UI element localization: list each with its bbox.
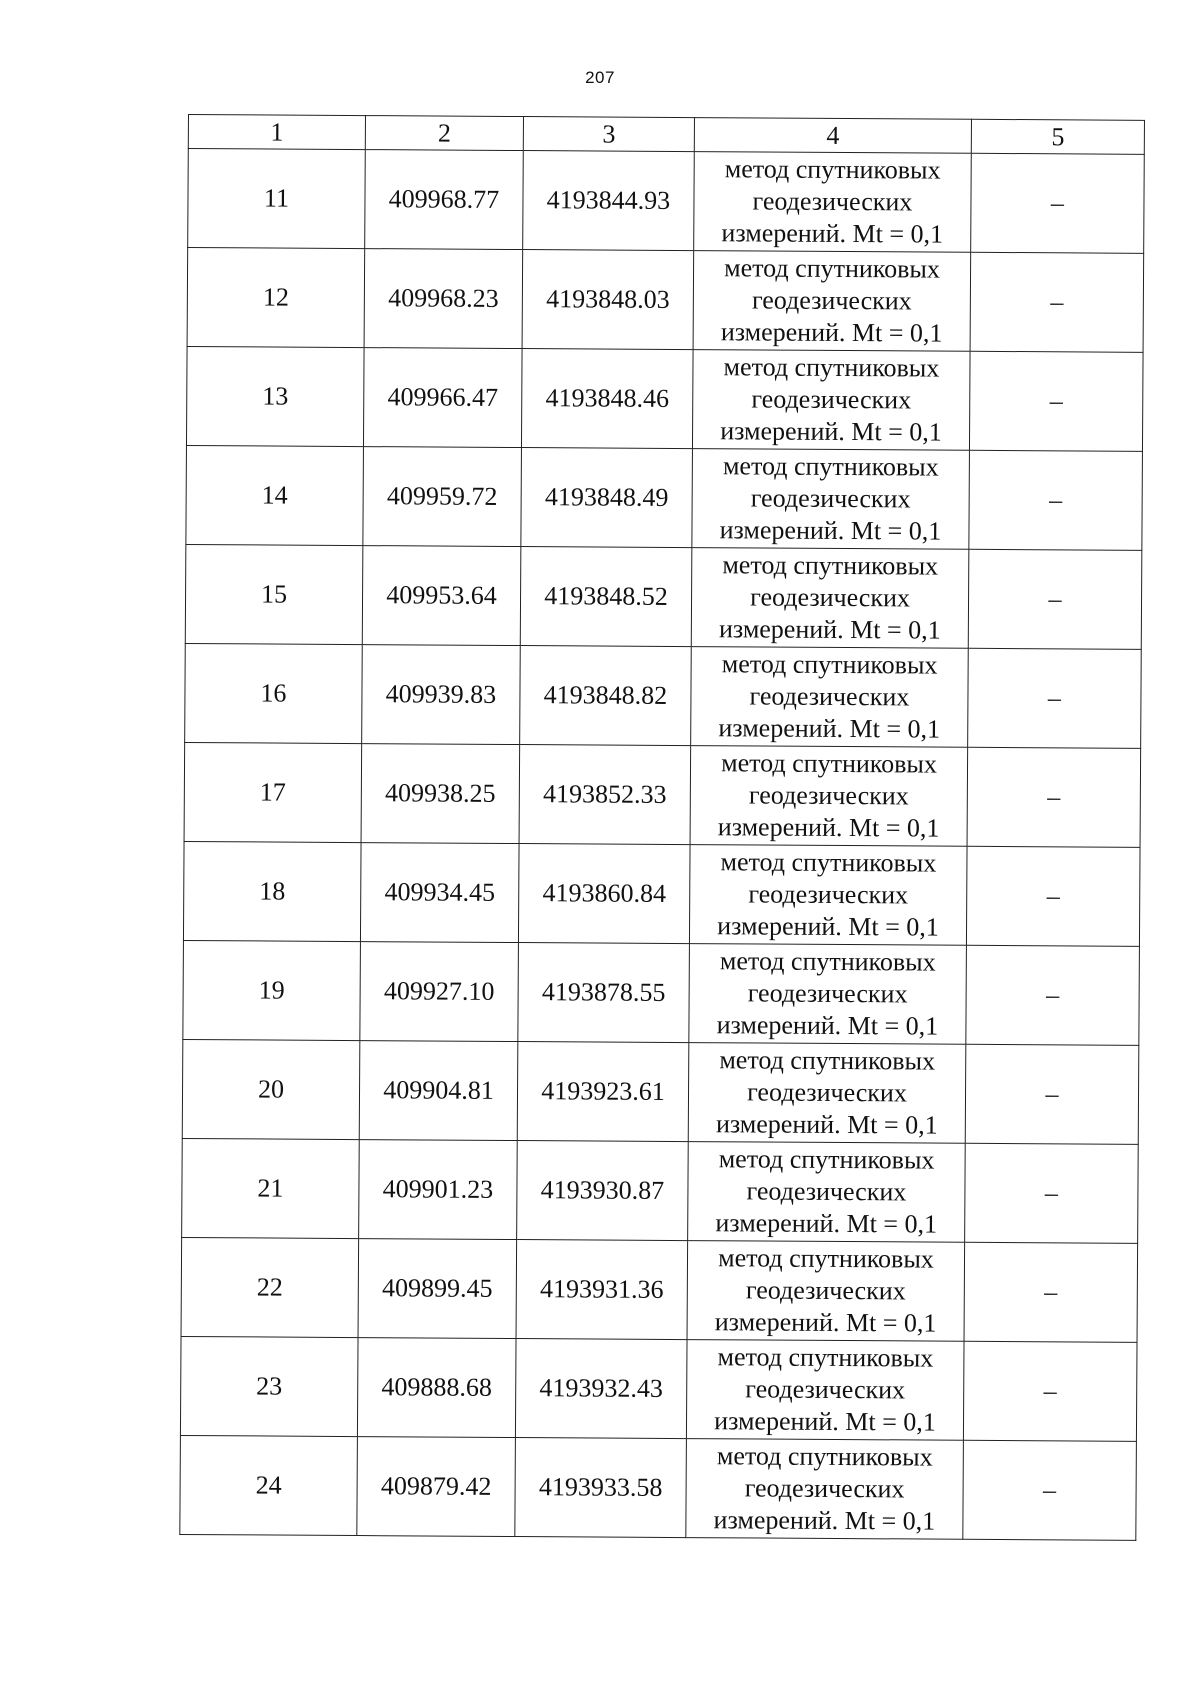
note-cell: – (971, 153, 1145, 253)
method-line: метод спутниковых (724, 154, 941, 185)
method-cell (686, 1340, 964, 1441)
method-line: метод спутниковых (722, 550, 939, 581)
column-header: 3 (523, 117, 694, 152)
method-line: метод спутниковых (720, 847, 937, 878)
x-coordinate-cell: 409888.68 (357, 1338, 516, 1438)
method-line: геодезических (748, 879, 909, 910)
point-number-cell: 19 (183, 940, 361, 1040)
page-number: 207 (585, 68, 615, 87)
method-line: геодезических (751, 384, 912, 415)
method-line: геодезических (750, 483, 911, 514)
method-cell (691, 548, 969, 649)
method-line: измерений. Mt = 0,1 (714, 1307, 937, 1338)
table-row (183, 841, 1140, 946)
table-row (185, 643, 1142, 748)
method-cell (692, 449, 970, 550)
method-line: измерений. Mt = 0,1 (718, 713, 941, 744)
point-number-cell: 12 (187, 248, 365, 348)
method-line: метод спутниковых (719, 1045, 936, 1076)
x-coordinate-cell: 409901.23 (359, 1140, 518, 1240)
point-number-cell: 11 (188, 149, 366, 249)
table-row (182, 1138, 1139, 1243)
method-cell (688, 1043, 966, 1144)
point-number-cell: 17 (184, 742, 362, 842)
method-line: измерений. Mt = 0,1 (716, 1010, 939, 1041)
table-row (185, 544, 1142, 649)
method-line: метод спутниковых (717, 1342, 934, 1373)
method-line: метод спутниковых (724, 253, 940, 284)
y-coordinate-cell: 4193844.93 (523, 151, 695, 251)
method-line: измерений. Mt = 0,1 (721, 218, 944, 249)
point-number-cell: 23 (180, 1336, 358, 1436)
note-cell: – (963, 1440, 1137, 1540)
note-cell: – (965, 1044, 1139, 1144)
method-line: измерений. Mt = 0,1 (715, 1208, 938, 1239)
table-row (184, 742, 1141, 847)
x-coordinate-cell: 409953.64 (362, 546, 521, 646)
table-row (180, 1336, 1137, 1441)
note-cell: – (966, 846, 1140, 946)
y-coordinate-cell: 4193932.43 (515, 1339, 687, 1439)
method-line: измерений. Mt = 0,1 (720, 416, 942, 447)
method-line: измерений. Mt = 0,1 (714, 1406, 936, 1437)
point-number-cell: 18 (183, 841, 361, 941)
note-cell: – (970, 252, 1144, 352)
method-line: геодезических (747, 1077, 907, 1108)
method-line: метод спутниковых (718, 1144, 935, 1175)
note-cell: – (965, 1143, 1139, 1243)
method-line: измерений. Mt = 0,1 (719, 515, 942, 546)
x-coordinate-cell: 409904.81 (359, 1041, 518, 1141)
method-cell (689, 944, 967, 1045)
method-cell (688, 1142, 966, 1243)
method-line: метод спутниковых (716, 1441, 933, 1472)
point-number-cell: 15 (185, 544, 363, 644)
note-cell: – (968, 549, 1142, 649)
x-coordinate-cell: 409927.10 (360, 942, 519, 1042)
method-line: геодезических (752, 186, 913, 217)
note-cell: – (964, 1242, 1138, 1342)
y-coordinate-cell: 4193860.84 (518, 844, 690, 944)
y-coordinate-cell: 4193931.36 (516, 1240, 688, 1340)
method-line: геодезических (751, 285, 912, 316)
x-coordinate-cell: 409968.77 (365, 150, 524, 250)
method-line: метод спутниковых (723, 352, 940, 383)
table-row (180, 1435, 1137, 1540)
note-cell: – (966, 945, 1140, 1045)
note-cell: – (963, 1341, 1137, 1441)
method-line: геодезических (746, 1176, 907, 1207)
table-row (181, 1237, 1138, 1342)
method-cell (694, 152, 972, 253)
method-line: геодезических (745, 1374, 906, 1405)
x-coordinate-cell: 409879.42 (357, 1437, 516, 1537)
column-header: 4 (694, 118, 971, 154)
method-line: метод спутниковых (721, 748, 937, 779)
y-coordinate-cell: 4193848.52 (520, 547, 692, 647)
method-cell (692, 350, 970, 451)
method-line: измерений. Mt = 0,1 (720, 317, 943, 348)
method-line: геодезических (745, 1275, 906, 1306)
method-cell (691, 647, 969, 748)
method-line: геодезических (749, 681, 910, 712)
y-coordinate-cell: 4193848.49 (521, 448, 693, 548)
table-row (183, 940, 1140, 1045)
point-number-cell: 21 (182, 1138, 360, 1238)
table-row (186, 445, 1143, 550)
x-coordinate-cell: 409968.23 (364, 249, 523, 349)
column-header: 5 (971, 119, 1144, 154)
note-cell: – (969, 351, 1143, 451)
method-cell (690, 746, 968, 847)
table-row (187, 248, 1144, 353)
y-coordinate-cell: 4193848.46 (521, 349, 693, 449)
method-line: измерений. Mt = 0,1 (718, 614, 941, 645)
column-header: 2 (365, 116, 523, 151)
x-coordinate-cell: 409938.25 (361, 744, 520, 844)
table-body (180, 149, 1144, 1541)
column-header: 1 (188, 115, 365, 150)
table-row (188, 149, 1145, 254)
x-coordinate-cell: 409939.83 (362, 645, 521, 745)
coordinates-table (179, 114, 1145, 1541)
x-coordinate-cell: 409959.72 (363, 447, 522, 547)
y-coordinate-cell: 4193933.58 (515, 1438, 687, 1538)
x-coordinate-cell: 409899.45 (358, 1239, 517, 1339)
method-line: измерений. Mt = 0,1 (715, 1109, 938, 1140)
method-line: геодезических (748, 780, 909, 811)
note-cell: – (967, 747, 1141, 847)
point-number-cell: 22 (181, 1237, 359, 1337)
note-cell: – (969, 450, 1143, 550)
method-line: измерений. Mt = 0,1 (713, 1505, 936, 1536)
x-coordinate-cell: 409966.47 (363, 348, 522, 448)
method-line: измерений. Mt = 0,1 (717, 911, 939, 942)
method-cell (693, 251, 971, 352)
method-cell (687, 1241, 965, 1342)
point-number-cell: 24 (180, 1435, 358, 1535)
y-coordinate-cell: 4193848.03 (522, 250, 694, 350)
x-coordinate-cell: 409934.45 (360, 843, 519, 943)
table-row (186, 346, 1143, 451)
y-coordinate-cell: 4193923.61 (517, 1042, 689, 1142)
y-coordinate-cell: 4193852.33 (519, 745, 691, 845)
method-line: метод спутниковых (721, 649, 938, 680)
y-coordinate-cell: 4193930.87 (517, 1141, 689, 1241)
note-cell: – (968, 648, 1142, 748)
y-coordinate-cell: 4193848.82 (520, 646, 692, 746)
method-line: метод спутниковых (722, 451, 939, 482)
method-cell (686, 1439, 964, 1540)
table-row (182, 1039, 1139, 1144)
point-number-cell: 13 (186, 346, 364, 446)
table-header-row (188, 115, 1144, 155)
method-line: метод спутниковых (718, 1243, 934, 1274)
point-number-cell: 14 (186, 445, 364, 545)
method-line: измерений. Mt = 0,1 (717, 812, 940, 843)
point-number-cell: 16 (185, 643, 363, 743)
method-cell (689, 845, 967, 946)
method-line: геодезических (747, 978, 908, 1009)
y-coordinate-cell: 4193878.55 (518, 943, 690, 1043)
method-line: метод спутниковых (719, 946, 936, 977)
method-line: геодезических (744, 1473, 905, 1504)
method-line: геодезических (750, 582, 911, 613)
point-number-cell: 20 (182, 1039, 360, 1139)
